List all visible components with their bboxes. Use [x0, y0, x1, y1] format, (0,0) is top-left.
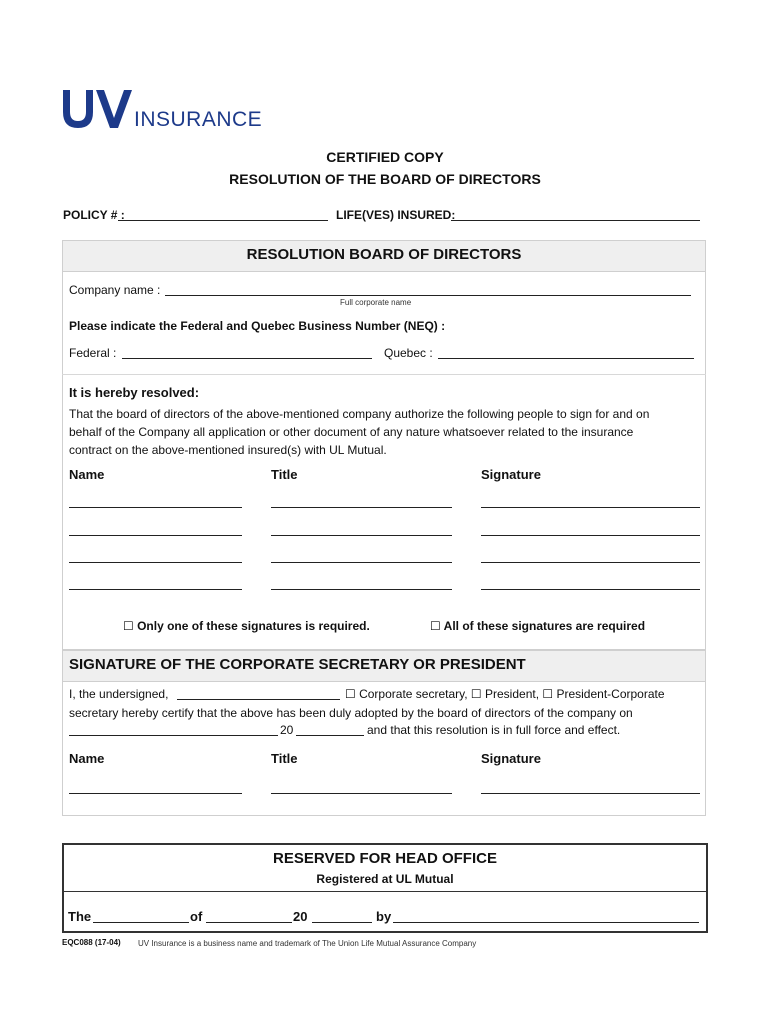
neq-prompt: Please indicate the Federal and Quebec Business Number (NEQ) : — [69, 319, 446, 333]
signatory-signature-line[interactable] — [481, 562, 700, 563]
head-office-of-label: of — [190, 909, 203, 924]
secretary-col-title-header: Title — [271, 751, 298, 766]
head-office-subheading: Registered at UL Mutual — [316, 872, 454, 886]
title-resolution: RESOLUTION OF THE BOARD OF DIRECTORS — [229, 171, 541, 187]
title-certified-copy: CERTIFIED COPY — [326, 149, 444, 165]
secretary-title-line[interactable] — [271, 793, 452, 794]
secretary-signature-line[interactable] — [481, 793, 700, 794]
federal-number-input-line[interactable] — [122, 358, 372, 359]
resolved-heading: It is hereby resolved: — [69, 385, 200, 400]
signatory-title-line[interactable] — [271, 562, 452, 563]
secretary-col-signature-header: Signature — [481, 751, 541, 766]
secretary-col-name-header: Name — [69, 751, 105, 766]
head-office-by-label: by — [376, 909, 392, 924]
option-one-signature-checkbox[interactable]: ☐ Only one of these signatures is required. — [123, 619, 370, 633]
secretary-heading: SIGNATURE OF THE CORPORATE SECRETARY OR PRESIDENT — [69, 656, 526, 673]
policy-input-line[interactable] — [118, 220, 328, 221]
signatory-name-line[interactable] — [69, 535, 242, 536]
resolved-text-line-1: That the board of directors of the above-mentioned company authorize the following people to sign for and on — [69, 407, 650, 421]
head-office-year-prefix: 20 — [293, 909, 308, 924]
certify-text: secretary hereby certify that the above has been duly adopted by the board of directors of the company on — [69, 706, 633, 720]
col-signature-header: Signature — [481, 467, 541, 482]
footer-trademark-note: UV Insurance is a business name and trademark of The Union Life Mutual Assurance Company — [138, 939, 477, 948]
adoption-date-input-line[interactable] — [69, 735, 278, 736]
head-office-the-label: The — [68, 909, 92, 924]
signatory-name-line[interactable] — [69, 507, 242, 508]
quebec-number-input-line[interactable] — [438, 358, 694, 359]
signatory-name-line[interactable] — [69, 562, 242, 563]
full-force-text: and that this resolution is in full force and effect. — [367, 723, 621, 737]
head-office-by-input-line[interactable] — [393, 922, 699, 923]
lives-insured-label: LIFE(VES) INSURED: — [336, 208, 456, 222]
secretary-name-line[interactable] — [69, 793, 242, 794]
signatory-title-line[interactable] — [271, 589, 452, 590]
option-all-signatures-checkbox[interactable]: ☐ All of these signatures are required — [430, 619, 646, 633]
adoption-year-input-line[interactable] — [296, 735, 364, 736]
logo-wordmark: INSURANCE — [134, 108, 263, 131]
policy-label: POLICY # : — [63, 208, 125, 222]
resolution-heading: RESOLUTION BOARD OF DIRECTORS — [246, 246, 522, 263]
undersigned-label: I, the undersigned, — [69, 687, 169, 701]
head-office-month-input-line[interactable] — [206, 922, 292, 923]
head-office-year-input-line[interactable] — [312, 922, 372, 923]
resolved-text-line-2: behalf of the Company all application or other document of any nature whatsoever related to the insurance — [69, 425, 634, 439]
section-divider — [62, 374, 706, 375]
signatory-name-line[interactable] — [69, 589, 242, 590]
head-office-divider — [64, 891, 706, 892]
signatory-signature-line[interactable] — [481, 507, 700, 508]
company-logo — [60, 88, 263, 132]
federal-label: Federal : — [69, 346, 117, 360]
head-office-day-input-line[interactable] — [93, 922, 189, 923]
quebec-label: Quebec : — [384, 346, 433, 360]
undersigned-name-input-line[interactable] — [177, 699, 340, 700]
resolved-text-line-3: contract on the above-mentioned insured(s) with UL Mutual. — [69, 443, 387, 457]
head-office-heading: RESERVED FOR HEAD OFFICE — [273, 850, 497, 867]
signatory-title-line[interactable] — [271, 535, 452, 536]
company-name-caption: Full corporate name — [340, 298, 412, 307]
col-title-header: Title — [271, 467, 298, 482]
form-code: EQC088 (17-04) — [62, 938, 121, 947]
signatory-title-line[interactable] — [271, 507, 452, 508]
role-checkboxes[interactable]: ☐ Corporate secretary, ☐ President, ☐ President-Corporate — [345, 687, 665, 701]
uv-logo-mark — [60, 88, 136, 130]
signatory-signature-line[interactable] — [481, 535, 700, 536]
company-name-input-line[interactable] — [165, 295, 691, 296]
signatory-signature-line[interactable] — [481, 589, 700, 590]
lives-insured-input-line[interactable] — [451, 220, 700, 221]
date-year-prefix: 20 — [280, 723, 294, 737]
col-name-header: Name — [69, 467, 105, 482]
company-name-label: Company name : — [69, 283, 161, 297]
